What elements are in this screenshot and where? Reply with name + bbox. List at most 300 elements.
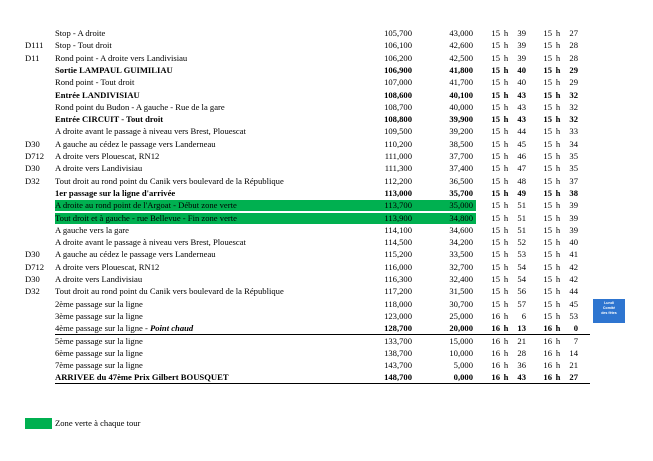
hour-sep: h <box>503 163 509 174</box>
km-done: 108,600 <box>384 89 412 100</box>
minute: 32 <box>569 114 578 125</box>
hour: 15 <box>491 64 500 75</box>
hour-sep: h <box>503 175 509 186</box>
minute: 35 <box>569 151 578 161</box>
row-description: A droite vers Landivisiau <box>55 163 143 174</box>
hour-sep: h <box>503 224 509 235</box>
hour-sep: h <box>503 261 509 272</box>
km-done: 143,700 <box>384 360 412 371</box>
hour-sep: h <box>555 77 561 88</box>
table-row <box>0 77 600 88</box>
minute: 43 <box>517 101 526 112</box>
hour: 15 <box>491 163 500 174</box>
table-row <box>0 40 600 51</box>
hour: 16 <box>543 360 552 371</box>
km-remaining: 34,800 <box>449 212 473 223</box>
km-remaining: 31,500 <box>449 286 473 297</box>
hour: 15 <box>543 138 552 149</box>
hour: 15 <box>491 261 500 272</box>
row-description: Rond point - Tout droit <box>55 77 135 88</box>
time-fast <box>490 151 540 162</box>
km-remaining: 41,700 <box>449 77 473 88</box>
hour-sep: h <box>555 126 561 137</box>
hour: 15 <box>491 187 500 198</box>
table-row <box>0 274 600 285</box>
hour-sep: h <box>555 52 561 63</box>
row-description: 7ème passage sur la ligne <box>55 360 143 371</box>
minute: 49 <box>517 187 526 198</box>
row-divider <box>55 334 590 335</box>
row-description: 1er passage sur la ligne d'arrivée <box>55 187 176 198</box>
minute: 6 <box>521 310 526 321</box>
row-description: A droite avant le passage à niveau vers Brest, Plouescat <box>55 237 246 248</box>
table-row <box>0 311 600 322</box>
row-description: 4ème passage sur la ligne - Point chaud <box>55 323 194 334</box>
hour-sep: h <box>555 40 561 51</box>
time-slow <box>542 151 590 162</box>
time-slow <box>542 28 590 39</box>
time-slow <box>542 77 590 88</box>
table-row <box>0 151 600 162</box>
time-fast <box>490 274 540 285</box>
road-code: D30 <box>25 274 40 284</box>
minute: 54 <box>517 274 526 284</box>
km-remaining: 35,000 <box>449 200 473 211</box>
table-row <box>0 28 600 39</box>
minute: 53 <box>569 310 578 321</box>
minute: 39 <box>569 212 578 223</box>
hour: 15 <box>543 274 552 284</box>
hour-sep: h <box>555 224 561 235</box>
hour: 15 <box>491 52 500 63</box>
hour-sep: h <box>503 335 509 346</box>
row-description: A droite vers Plouescat, RN12 <box>55 261 160 272</box>
hour: 15 <box>491 249 500 260</box>
time-fast <box>490 360 540 371</box>
hour: 15 <box>543 249 552 260</box>
time-slow <box>542 65 590 76</box>
km-done: 105,700 <box>384 28 412 38</box>
minute: 39 <box>517 52 526 63</box>
hour-sep: h <box>503 274 509 284</box>
time-slow <box>542 53 590 64</box>
hour: 15 <box>543 126 552 137</box>
table-row <box>0 53 600 64</box>
minute: 37 <box>569 175 578 186</box>
badge-line-3: des fêtes <box>601 311 617 315</box>
time-slow <box>542 139 590 150</box>
time-fast <box>490 176 540 187</box>
road-code: D32 <box>25 175 40 186</box>
km-remaining: 40,000 <box>449 101 473 112</box>
hour-sep: h <box>555 64 561 75</box>
row-description: Tout droit au rond point du Canik vers boulevard de la République <box>55 175 284 186</box>
hour-sep: h <box>555 323 561 334</box>
hour-sep: h <box>503 138 509 149</box>
time-fast <box>490 237 540 248</box>
hour: 15 <box>491 224 500 235</box>
km-done: 113,000 <box>384 187 412 198</box>
hour-sep: h <box>555 347 561 358</box>
hour: 15 <box>491 151 500 161</box>
hour-sep: h <box>503 114 509 125</box>
hour-sep: h <box>503 200 509 211</box>
hour: 15 <box>543 114 552 125</box>
hour-sep: h <box>555 101 561 112</box>
time-slow <box>542 126 590 137</box>
row-description: 2ème passage sur la ligne <box>55 298 143 309</box>
row-description: 6ème passage sur la ligne <box>55 347 143 358</box>
minute: 43 <box>517 114 526 125</box>
hour-sep: h <box>503 151 509 161</box>
hour-sep: h <box>503 360 509 371</box>
hour: 15 <box>491 138 500 149</box>
hour-sep: h <box>555 200 561 211</box>
hour-sep: h <box>555 310 561 321</box>
km-remaining: 41,800 <box>449 64 473 75</box>
km-done: 118,000 <box>384 298 412 309</box>
row-description: A droite avant le passage à niveau vers Brest, Plouescat <box>55 126 246 137</box>
minute: 29 <box>569 77 578 88</box>
minute: 42 <box>569 261 578 272</box>
hour: 15 <box>543 101 552 112</box>
minute: 13 <box>517 323 526 334</box>
minute: 39 <box>517 40 526 51</box>
minute: 27 <box>569 372 578 383</box>
row-description: Rond point du Budon - A gauche - Rue de la gare <box>55 101 225 112</box>
hour-sep: h <box>503 52 509 63</box>
hour-sep: h <box>503 298 509 309</box>
km-done: 106,100 <box>384 40 412 51</box>
time-fast <box>490 28 540 39</box>
hour-sep: h <box>555 286 561 297</box>
time-fast <box>490 299 540 310</box>
time-slow <box>542 348 590 359</box>
time-slow <box>542 225 590 236</box>
time-slow <box>542 90 590 101</box>
time-fast <box>490 372 540 383</box>
minute: 27 <box>569 28 578 38</box>
row-description: A gauche au cédez le passage vers Landerneau <box>55 249 216 260</box>
hour: 16 <box>491 323 500 334</box>
badge-line-2: Comité <box>602 306 616 310</box>
road-code: D11 <box>25 52 40 63</box>
table-row <box>0 176 600 187</box>
hour-sep: h <box>555 138 561 149</box>
time-slow <box>542 360 590 371</box>
table-row <box>0 200 600 211</box>
hour-sep: h <box>503 77 509 88</box>
hour: 15 <box>491 89 500 100</box>
hour: 15 <box>543 52 552 63</box>
km-remaining: 43,000 <box>449 28 473 38</box>
table-row <box>0 360 600 371</box>
time-fast <box>490 225 540 236</box>
hour: 15 <box>543 187 552 198</box>
time-fast <box>490 336 540 347</box>
hour-sep: h <box>555 114 561 125</box>
row-description: Stop - Tout droit <box>55 40 112 51</box>
minute: 52 <box>517 237 526 248</box>
hour: 15 <box>543 224 552 235</box>
minute: 45 <box>569 298 578 309</box>
hour: 15 <box>543 286 552 297</box>
hour: 15 <box>543 64 552 75</box>
table-row <box>0 139 600 150</box>
minute: 42 <box>569 274 578 284</box>
hour-sep: h <box>555 163 561 174</box>
hour-sep: h <box>503 89 509 100</box>
km-remaining: 40,100 <box>449 89 473 100</box>
table-row <box>0 323 600 334</box>
km-remaining: 20,000 <box>449 323 473 334</box>
km-done: 116,000 <box>384 261 412 272</box>
minute: 44 <box>517 126 526 137</box>
hour: 15 <box>543 200 552 211</box>
minute: 32 <box>569 101 578 112</box>
km-remaining: 30,700 <box>449 298 473 309</box>
hour: 16 <box>543 347 552 358</box>
time-slow <box>542 114 590 125</box>
badge-line-1: Lundi <box>604 301 614 305</box>
time-slow <box>542 286 590 297</box>
km-done: 123,000 <box>384 310 412 321</box>
hour-sep: h <box>555 151 561 161</box>
hour-sep: h <box>503 347 509 358</box>
row-description: A droite au rond point de l'Argoat - Début zone verte <box>55 200 237 211</box>
hour-sep: h <box>503 372 509 383</box>
row-description: 3ème passage sur la ligne <box>55 310 143 321</box>
time-slow <box>542 176 590 187</box>
minute: 40 <box>569 237 578 248</box>
time-slow <box>542 200 590 211</box>
table-row <box>0 249 600 260</box>
minute: 33 <box>569 126 578 137</box>
hour: 15 <box>543 212 552 223</box>
minute: 39 <box>569 200 578 211</box>
km-done: 148,700 <box>384 372 412 383</box>
km-done: 109,500 <box>384 126 412 137</box>
time-slow <box>542 274 590 285</box>
hour-sep: h <box>555 187 561 198</box>
km-done: 138,700 <box>384 347 412 358</box>
km-remaining: 37,400 <box>449 163 473 174</box>
km-done: 111,000 <box>384 151 412 161</box>
hour-sep: h <box>555 237 561 248</box>
minute: 43 <box>517 372 526 383</box>
hour: 16 <box>491 310 500 321</box>
row-description: Stop - A droite <box>55 28 106 38</box>
table-row <box>0 163 600 174</box>
table-row <box>0 188 600 199</box>
row-description: A droite vers Plouescat, RN12 <box>55 151 160 161</box>
km-remaining: 33,500 <box>449 249 473 260</box>
minute: 44 <box>569 286 578 297</box>
time-fast <box>490 102 540 113</box>
hour: 15 <box>491 212 500 223</box>
minute: 51 <box>517 224 526 235</box>
time-slow <box>542 40 590 51</box>
time-fast <box>490 262 540 273</box>
minute: 47 <box>517 163 526 174</box>
km-done: 108,700 <box>384 101 412 112</box>
minute: 21 <box>569 360 578 371</box>
hour: 16 <box>543 372 552 383</box>
km-done: 114,500 <box>384 237 412 248</box>
hour-sep: h <box>555 249 561 260</box>
hour: 15 <box>543 77 552 88</box>
km-remaining: 5,000 <box>453 360 473 371</box>
row-description: Rond point - A droite vers Landivisiau <box>55 52 188 63</box>
minute: 7 <box>573 335 578 346</box>
time-fast <box>490 311 540 322</box>
comite-badge <box>593 299 625 323</box>
minute: 14 <box>569 347 578 358</box>
table-row <box>0 372 600 383</box>
time-slow <box>542 323 590 334</box>
hour-sep: h <box>503 212 509 223</box>
hour: 15 <box>543 40 552 51</box>
time-fast <box>490 213 540 224</box>
row-description: ARRIVEE du 47ème Prix Gilbert BOUSQUET <box>55 372 229 383</box>
hour: 15 <box>543 261 552 272</box>
time-slow <box>542 213 590 224</box>
km-done: 110,200 <box>384 138 412 149</box>
km-remaining: 0,000 <box>453 372 473 383</box>
time-slow <box>542 237 590 248</box>
hour: 15 <box>491 237 500 248</box>
hour: 16 <box>491 347 500 358</box>
km-remaining: 10,000 <box>449 347 473 358</box>
road-code: D111 <box>25 40 44 51</box>
hour-sep: h <box>555 274 561 284</box>
km-remaining: 35,700 <box>449 187 473 198</box>
row-description: Tout droit et à gauche - rue Bellevue - Fin zone verte <box>55 212 237 223</box>
hour-sep: h <box>503 286 509 297</box>
hour-sep: h <box>503 101 509 112</box>
hour-sep: h <box>503 126 509 137</box>
km-done: 116,300 <box>384 274 412 284</box>
time-fast <box>490 348 540 359</box>
minute: 39 <box>569 224 578 235</box>
hour-sep: h <box>503 187 509 198</box>
km-done: 106,200 <box>384 52 412 63</box>
time-slow <box>542 102 590 113</box>
hour: 15 <box>491 28 500 38</box>
table-row <box>0 225 600 236</box>
minute: 29 <box>569 64 578 75</box>
road-code: D712 <box>25 261 45 272</box>
hour: 16 <box>543 323 552 334</box>
km-done: 111,300 <box>384 163 412 174</box>
hour-sep: h <box>503 237 509 248</box>
hour-sep: h <box>555 28 561 38</box>
hour: 15 <box>543 175 552 186</box>
minute: 41 <box>569 249 578 260</box>
time-fast <box>490 53 540 64</box>
row-description: Entrée LANDIVISIAU <box>55 89 140 100</box>
row-description: 5ème passage sur la ligne <box>55 335 143 346</box>
minute: 34 <box>569 138 578 149</box>
time-slow <box>542 372 590 383</box>
time-fast <box>490 163 540 174</box>
hour-sep: h <box>555 298 561 309</box>
time-fast <box>490 90 540 101</box>
time-slow <box>542 311 590 322</box>
time-fast <box>490 126 540 137</box>
hour-sep: h <box>555 175 561 186</box>
table-row <box>0 286 600 297</box>
minute: 21 <box>517 335 526 346</box>
table-row <box>0 114 600 125</box>
km-done: 108,800 <box>384 114 412 125</box>
minute: 36 <box>517 360 526 371</box>
minute: 38 <box>569 187 578 198</box>
time-fast <box>490 139 540 150</box>
km-remaining: 42,500 <box>449 52 473 63</box>
minute: 51 <box>517 200 526 211</box>
table-row <box>0 126 600 137</box>
table-row <box>0 237 600 248</box>
km-done: 115,200 <box>384 249 412 260</box>
time-fast <box>490 77 540 88</box>
hour-sep: h <box>555 89 561 100</box>
km-done: 133,700 <box>384 335 412 346</box>
minute: 45 <box>517 138 526 149</box>
hour: 15 <box>491 175 500 186</box>
row-divider <box>55 383 590 384</box>
hour-sep: h <box>503 28 509 38</box>
row-description: Sortie LAMPAUL GUIMILIAU <box>55 64 173 75</box>
description-emphasis: Point chaud <box>149 323 194 334</box>
minute: 56 <box>517 286 526 297</box>
time-slow <box>542 188 590 199</box>
hour: 16 <box>491 360 500 371</box>
table-row <box>0 299 600 310</box>
hour-sep: h <box>555 372 561 383</box>
road-code: D30 <box>25 249 40 260</box>
minute: 32 <box>569 89 578 100</box>
time-fast <box>490 249 540 260</box>
minute: 54 <box>517 261 526 272</box>
hour: 15 <box>491 126 500 137</box>
hour: 15 <box>543 310 552 321</box>
km-remaining: 37,700 <box>449 151 473 161</box>
km-done: 106,900 <box>384 64 412 75</box>
hour: 16 <box>491 372 500 383</box>
km-remaining: 34,200 <box>449 237 473 248</box>
time-fast <box>490 40 540 51</box>
hour: 15 <box>491 274 500 284</box>
hour: 15 <box>491 101 500 112</box>
hour-sep: h <box>503 40 509 51</box>
minute: 40 <box>517 77 526 88</box>
minute: 28 <box>569 40 578 51</box>
time-fast <box>490 65 540 76</box>
hour: 15 <box>491 200 500 211</box>
hour: 15 <box>543 237 552 248</box>
hour: 15 <box>543 89 552 100</box>
time-slow <box>542 336 590 347</box>
legend-text: Zone verte à chaque tour <box>55 418 141 428</box>
minute: 28 <box>569 52 578 63</box>
hour: 15 <box>491 40 500 51</box>
km-done: 117,200 <box>384 286 412 297</box>
minute: 43 <box>517 89 526 100</box>
table-row <box>0 262 600 273</box>
km-done: 113,700 <box>384 200 412 211</box>
hour: 15 <box>543 298 552 309</box>
